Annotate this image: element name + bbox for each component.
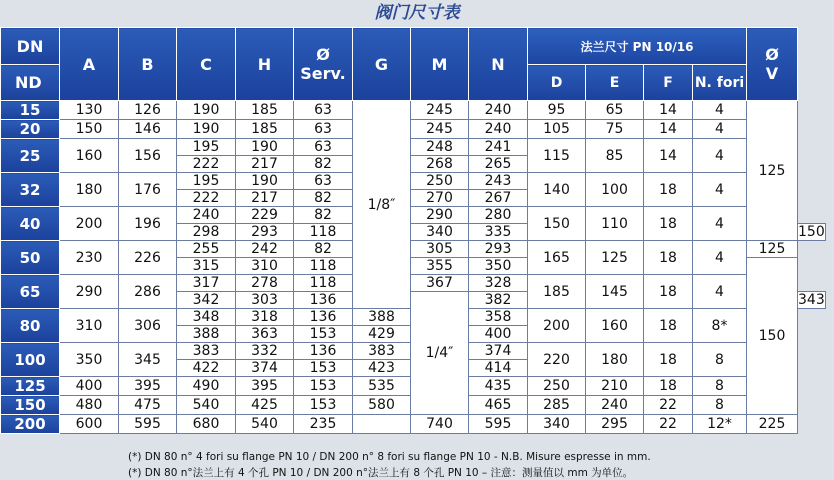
cell-n: 435	[469, 377, 528, 396]
cell-nfori: 8	[693, 396, 747, 415]
header-e: E	[586, 65, 644, 101]
cell-a: 150	[60, 120, 119, 139]
cell-m: 305	[411, 241, 469, 258]
dn-cell: 80	[1, 309, 60, 343]
cell-m: 290	[411, 207, 469, 224]
cell-v: 150	[747, 258, 798, 415]
cell-f: 18	[644, 343, 693, 377]
header-h: H	[236, 28, 294, 101]
cell-f: 18	[644, 241, 693, 275]
cell-f: 14	[644, 120, 693, 139]
cell-c: 298	[177, 224, 236, 241]
cell-h: 374	[236, 360, 294, 377]
header-nfori: N. fori	[693, 65, 747, 101]
cell-m: 535	[353, 377, 411, 396]
cell-b: 395	[119, 377, 177, 396]
cell-nfori: 4	[693, 139, 747, 173]
cell-c: 255	[177, 241, 236, 258]
header-serv-symbol: Ø	[316, 45, 330, 64]
cell-serv: 153	[294, 326, 353, 343]
dn-cell: 125	[1, 377, 60, 396]
cell-serv: 63	[294, 101, 353, 120]
cell-m: 740	[411, 415, 469, 434]
cell-m: 383	[353, 343, 411, 360]
dn-cell: 50	[1, 241, 60, 275]
cell-n: 243	[469, 173, 528, 190]
footnote-italian: (*) DN 80 n° 4 fori su flange PN 10 / DN 200 n° 8 fori su flange PN 10 - N.B. Misure espresse in mm.	[128, 451, 651, 463]
cell-a: 400	[60, 377, 119, 396]
cell-nfori: 8*	[693, 309, 747, 343]
cell-nfori: 8	[693, 377, 747, 396]
cell-c: 240	[177, 207, 236, 224]
cell-nfori: 4	[693, 101, 747, 120]
cell-n: 343	[798, 292, 825, 308]
cell-g-large: 1/4″	[411, 292, 469, 415]
cell-h: 185	[236, 101, 294, 120]
cell-n: 414	[469, 360, 528, 377]
header-a: A	[60, 28, 119, 101]
cell-n: 335	[469, 224, 528, 241]
dn-cell: 15	[1, 101, 60, 120]
cell-b: 196	[119, 207, 177, 241]
cell-b: 146	[119, 120, 177, 139]
cell-serv: 153	[294, 377, 353, 396]
cell-b: 595	[119, 415, 177, 434]
header-d: D	[528, 65, 586, 101]
cell-serv: 118	[294, 275, 353, 292]
cell-e: 295	[586, 415, 644, 434]
cell-e: 100	[586, 173, 644, 207]
footnote-chinese: (*) DN 80 n°法兰上有 4 个孔 PN 10 / DN 200 n°法兰上有 8 个孔 PN 10 – 注意：测量值以 mm 为单位。	[128, 467, 634, 479]
header-nd: ND	[1, 65, 60, 101]
cell-serv: 82	[294, 207, 353, 224]
cell-m: 382	[469, 292, 528, 309]
cell-h: 303	[236, 292, 294, 309]
cell-n: 328	[469, 275, 528, 292]
cell-n: 400	[469, 326, 528, 343]
cell-c: 195	[177, 173, 236, 190]
cell-e: 85	[586, 139, 644, 173]
cell-serv: 118	[294, 258, 353, 275]
cell-h: 318	[236, 309, 294, 326]
cell-f: 22	[644, 415, 693, 434]
dn-cell: 65	[1, 275, 60, 309]
table-row	[1, 241, 826, 258]
table-row	[1, 120, 826, 139]
cell-e: 210	[586, 377, 644, 396]
cell-n: 358	[469, 309, 528, 326]
cell-v: 125	[747, 101, 798, 241]
cell-a: 290	[60, 275, 119, 309]
cell-nfori: 8	[693, 343, 747, 377]
cell-h: 185	[236, 120, 294, 139]
table-row	[1, 275, 826, 292]
cell-c: 540	[177, 396, 236, 415]
cell-serv: 118	[294, 224, 353, 241]
cell-e: 65	[586, 101, 644, 120]
cell-serv: 136	[294, 343, 353, 360]
cell-b: 345	[119, 343, 177, 377]
cell-serv: 63	[294, 173, 353, 190]
cell-a: 350	[60, 343, 119, 377]
cell-c: 222	[177, 156, 236, 173]
cell-m: 270	[411, 190, 469, 207]
cell-b: 306	[119, 309, 177, 343]
header-n: N	[469, 28, 528, 101]
cell-e: 145	[586, 275, 644, 309]
cell-nfori: 4	[693, 207, 747, 241]
cell-f: 14	[644, 101, 693, 120]
cell-d: 200	[528, 309, 586, 343]
cell-c: 315	[177, 258, 236, 275]
table-row	[1, 207, 826, 224]
header-v	[747, 28, 798, 101]
cell-nfori: 4	[693, 275, 747, 309]
cell-m: 423	[353, 360, 411, 377]
header-dn: DN	[1, 28, 60, 65]
dn-cell: 20	[1, 120, 60, 139]
cell-nfori: 12*	[693, 415, 747, 434]
cell-n: 595	[469, 415, 528, 434]
cell-c: 190	[177, 120, 236, 139]
cell-a: 180	[60, 173, 119, 207]
cell-n: 265	[469, 156, 528, 173]
cell-b: 286	[119, 275, 177, 309]
cell-e: 75	[586, 120, 644, 139]
cell-h: 293	[236, 224, 294, 241]
dn-cell: 40	[1, 207, 60, 241]
cell-d: 220	[528, 343, 586, 377]
cell-h: 540	[236, 415, 294, 434]
table-row	[1, 173, 826, 190]
cell-h: 217	[236, 156, 294, 173]
cell-c: 422	[177, 360, 236, 377]
cell-f: 18	[644, 377, 693, 396]
table-row	[1, 101, 826, 120]
cell-serv: 63	[294, 139, 353, 156]
dn-cell: 100	[1, 343, 60, 377]
cell-h: 395	[236, 377, 294, 396]
header-flange: 法兰尺寸 PN 10/16	[528, 28, 747, 65]
cell-serv: 136	[294, 292, 353, 309]
cell-m: 355	[411, 258, 469, 275]
table-row	[1, 139, 826, 156]
cell-a: 160	[60, 139, 119, 173]
cell-d: 95	[528, 101, 586, 120]
cell-m: 367	[411, 275, 469, 292]
cell-c: 490	[177, 377, 236, 396]
cell-c: 348	[177, 309, 236, 326]
cell-nfori: 4	[693, 241, 747, 275]
cell-n: 240	[469, 120, 528, 139]
cell-a: 600	[60, 415, 119, 434]
cell-v: 150	[798, 224, 825, 240]
valve-dimension-table	[0, 27, 826, 434]
header-serv-label: Serv.	[300, 64, 346, 83]
cell-f: 18	[644, 275, 693, 309]
cell-n: 240	[469, 101, 528, 120]
cell-d: 140	[528, 173, 586, 207]
cell-c: 383	[177, 343, 236, 360]
cell-m: 429	[353, 326, 411, 343]
cell-serv: 136	[294, 309, 353, 326]
cell-n: 350	[469, 258, 528, 275]
cell-h: 363	[236, 326, 294, 343]
cell-d: 115	[528, 139, 586, 173]
cell-d: 105	[528, 120, 586, 139]
cell-h: 310	[236, 258, 294, 275]
cell-nfori: 4	[693, 120, 747, 139]
cell-h: 190	[236, 139, 294, 156]
cell-n: 465	[469, 396, 528, 415]
cell-c: 388	[177, 326, 236, 343]
cell-m: 250	[411, 173, 469, 190]
cell-h: 217	[236, 190, 294, 207]
header-m: M	[411, 28, 469, 101]
cell-a: 230	[60, 241, 119, 275]
cell-f: 18	[644, 309, 693, 343]
cell-m: 245	[411, 101, 469, 120]
dn-cell: 200	[1, 415, 60, 434]
cell-serv: 82	[294, 156, 353, 173]
cell-d: 340	[528, 415, 586, 434]
cell-m: 580	[353, 396, 411, 415]
header-v-symbol: Ø	[765, 45, 779, 64]
header-f: F	[644, 65, 693, 101]
page-title: 阀门尺寸表	[374, 3, 460, 23]
cell-h: 229	[236, 207, 294, 224]
cell-h: 190	[236, 173, 294, 190]
cell-m: 268	[411, 156, 469, 173]
dn-cell: 25	[1, 139, 60, 173]
cell-d: 185	[528, 275, 586, 309]
cell-b: 176	[119, 173, 177, 207]
cell-e: 125	[586, 241, 644, 275]
cell-b: 475	[119, 396, 177, 415]
cell-a: 310	[60, 309, 119, 343]
cell-m: 388	[353, 309, 411, 326]
cell-nfori: 4	[693, 173, 747, 207]
cell-d: 250	[528, 377, 586, 396]
cell-d: 165	[528, 241, 586, 275]
cell-a: 130	[60, 101, 119, 120]
header-b: B	[119, 28, 177, 101]
cell-c: 195	[177, 139, 236, 156]
cell-c: 317	[177, 275, 236, 292]
cell-v: 225	[747, 415, 798, 434]
cell-c: 222	[177, 190, 236, 207]
cell-n: 374	[469, 343, 528, 360]
cell-v: 125	[747, 241, 798, 258]
cell-c: 680	[177, 415, 236, 434]
cell-f: 18	[644, 207, 693, 241]
cell-m: 245	[411, 120, 469, 139]
cell-serv: 153	[294, 360, 353, 377]
cell-h: 242	[236, 241, 294, 258]
cell-serv: 82	[294, 241, 353, 258]
cell-h: 278	[236, 275, 294, 292]
cell-b: 126	[119, 101, 177, 120]
cell-serv: 153	[294, 396, 353, 415]
cell-c: 190	[177, 101, 236, 120]
cell-g-small: 1/8″	[353, 101, 411, 309]
cell-m: 340	[411, 224, 469, 241]
cell-a: 200	[60, 207, 119, 241]
cell-e: 110	[586, 207, 644, 241]
cell-e: 240	[586, 396, 644, 415]
cell-b: 156	[119, 139, 177, 173]
cell-g-empty	[353, 415, 411, 434]
cell-f: 18	[644, 173, 693, 207]
header-g: G	[353, 28, 411, 101]
cell-e: 160	[586, 309, 644, 343]
cell-f: 14	[644, 139, 693, 173]
cell-n: 241	[469, 139, 528, 156]
header-c: C	[177, 28, 236, 101]
cell-f: 22	[644, 396, 693, 415]
cell-n: 267	[469, 190, 528, 207]
dn-cell: 150	[1, 396, 60, 415]
cell-serv: 82	[294, 190, 353, 207]
table-row	[1, 415, 826, 434]
cell-d: 285	[528, 396, 586, 415]
cell-d: 150	[528, 207, 586, 241]
cell-serv: 63	[294, 120, 353, 139]
cell-h: 425	[236, 396, 294, 415]
cell-m: 248	[411, 139, 469, 156]
header-serv	[294, 28, 353, 101]
cell-h: 332	[236, 343, 294, 360]
cell-c: 342	[177, 292, 236, 309]
cell-a: 480	[60, 396, 119, 415]
dn-cell: 32	[1, 173, 60, 207]
cell-n: 293	[469, 241, 528, 258]
header-v-label: V	[765, 64, 779, 83]
cell-e: 180	[586, 343, 644, 377]
cell-n: 280	[469, 207, 528, 224]
cell-serv: 235	[294, 415, 353, 434]
cell-b: 226	[119, 241, 177, 275]
